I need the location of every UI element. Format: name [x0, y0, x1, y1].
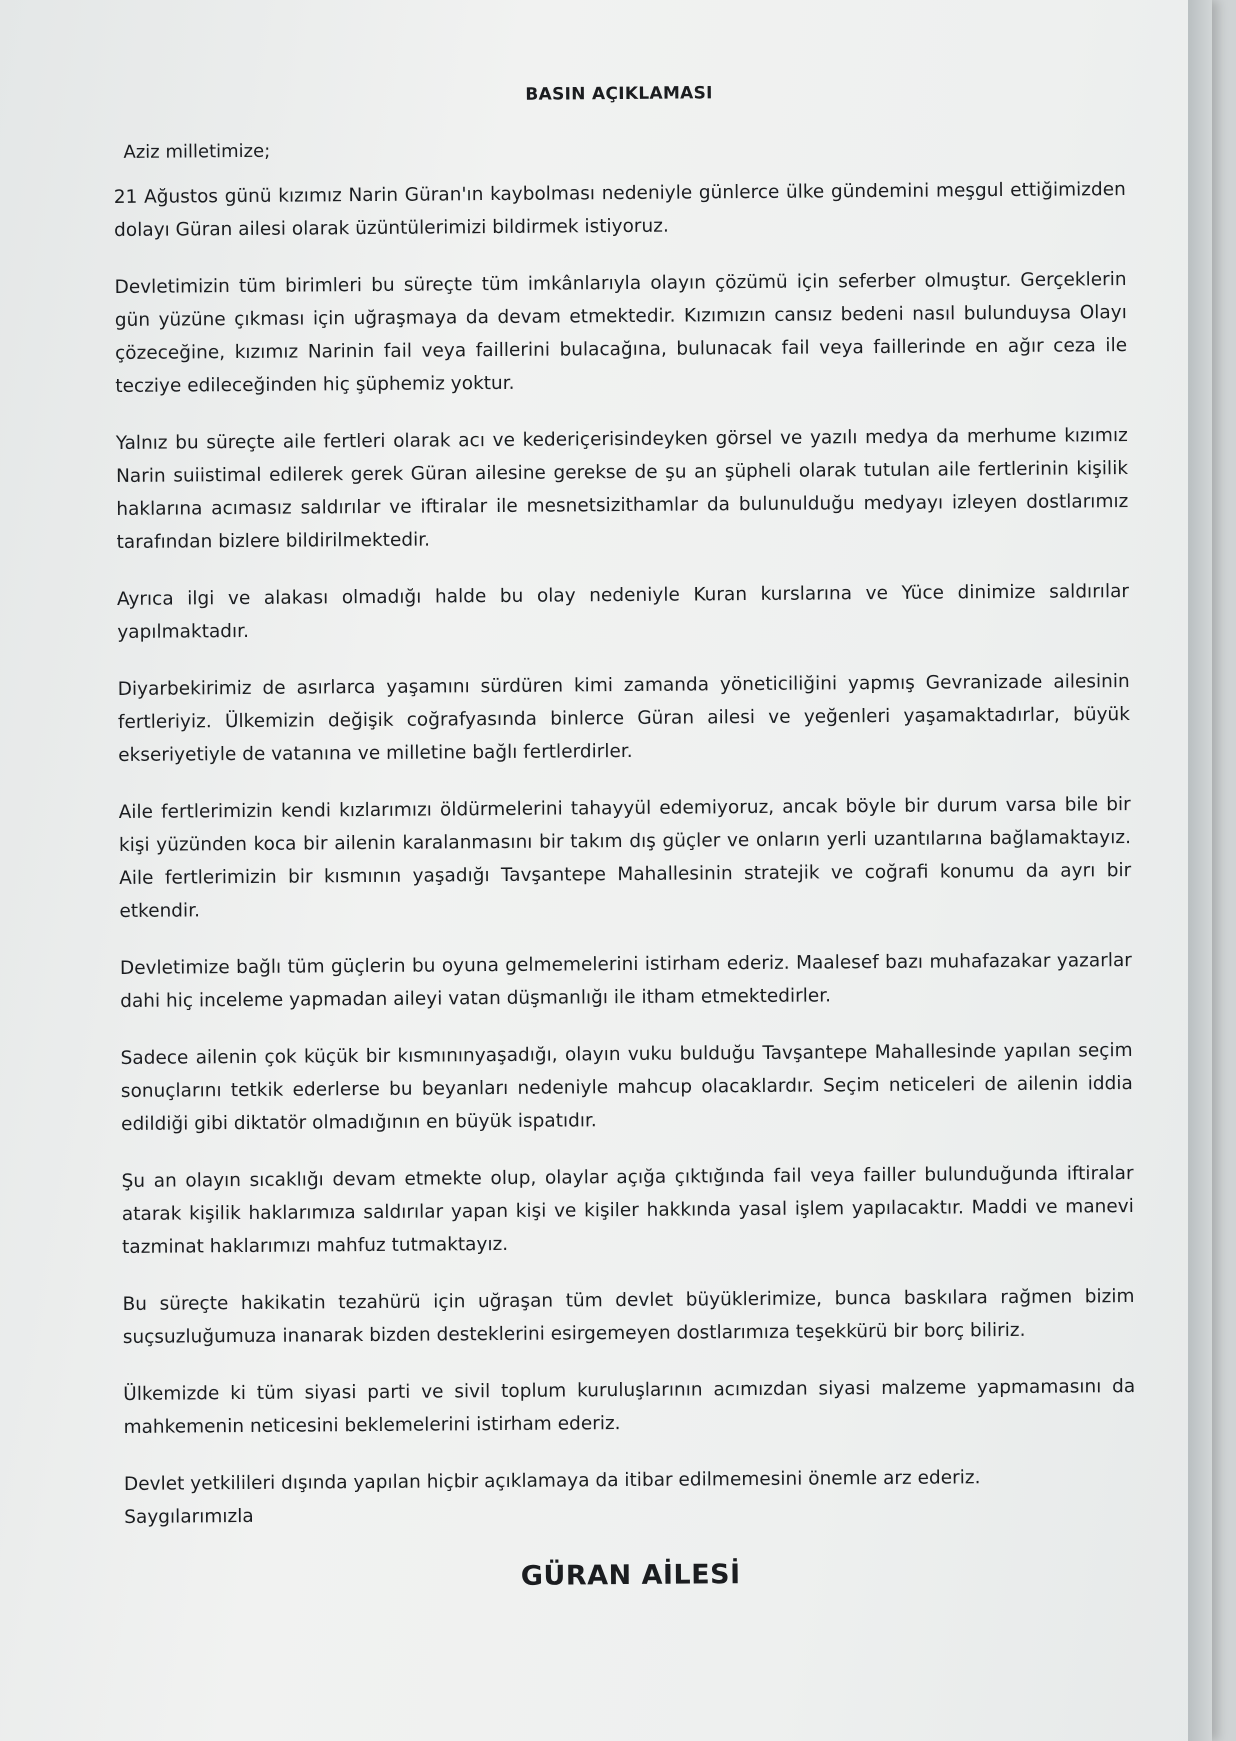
- document-title: BASIN AÇIKLAMASI: [525, 83, 713, 105]
- signature: GÜRAN AİLESİ: [520, 1559, 741, 1592]
- paragraph-11: Ülkemizde ki tüm siyasi parti ve sivil toplum kuruluşlarının acımızdan siyasi malzeme yapmamasını da mahkemenin neticesini beklemelerini istirham ederiz.: [123, 1376, 1136, 1438]
- press-release-body: [113, 80, 1137, 1595]
- paragraph-1: 21 Ağustos günü kızımız Narin Güran'ın kaybolması nedeniyle günlerce ülke gündemini meşgul ettiğimizden dolayı Güran ailesi olarak üzüntülerimizi bildirmek istiyoruz.: [113, 179, 1126, 241]
- paragraph-7: Devletimize bağlı tüm güçlerin bu oyuna gelmemelerini istirham ederiz. Maalesef bazı muhafazakar yazarlar dahi hiç inceleme yapmadan aileyi vatan düşmanlığı ile itham etmektedirler.: [119, 950, 1132, 1012]
- salutation: Aziz milletimize;: [123, 140, 271, 163]
- paper-edge-shadow: [1188, 0, 1212, 1741]
- regards-line: Saygılarımızla: [124, 1505, 254, 1528]
- paragraph-6: Aile fertlerimizin kendi kızlarımızı öldürmelerini tahayyül edemiyoruz, ancak böyle bir durum varsa bile bir kişi yüzünden koca bir ailenin karalanmasını bir takım dış güçler ve onların yerli uzantılarına bağlamaktayız. Aile fertlerimizin bir kısmının yaşadığı Tavşantepe Mahallesinin stratejik ve coğrafi konumu da ayrı bir etkendir.: [118, 794, 1132, 922]
- paragraph-8: Sadece ailenin çok küçük bir kısmınınyaşadığı, olayın vuku bulduğu Tavşantepe Mahallesinde yapılan seçim sonuçlarını tetkik ederlerse bu beyanları nedeniyle mahcup olacaklardır. Seçim neticeleri de ailenin iddia edildiği gibi diktatör olmadığının en büyük ispatıdır.: [120, 1040, 1133, 1135]
- closing-statement: Devlet yetkilileri dışında yapılan hiçbir açıklamaya da itibar edilmemesini önemle arz ederiz.: [123, 1467, 981, 1495]
- paragraph-5: Diyarbekirimiz de asırlarca yaşamını sürdüren kimi zamanda yöneticiliğini yapmış Gevranizade ailesinin fertleriyiz. Ülkemizin değişik coğrafyasında binlerce Güran ailesi ve yeğenleri yaşamaktadırlar, büyük ekseriyetiyle de vatanına ve milletine bağlı fertlerdirler.: [117, 671, 1131, 766]
- paragraph-3: Yalnız bu süreçte aile fertleri olarak acı ve kederiçerisindeyken görsel ve yazılı medya da merhume kızımız Narin suiistimal edilerek gerek Güran ailesine gerekse de şu an şüpheli olarak tutulan aile fertlerinin kişilik haklarına acımasız saldırılar ve iftiralar ile mesnetsizithamlar da bulunulduğu medyayı izleyen dostlarımız tarafından bizlere bildirilmektedir.: [115, 425, 1129, 553]
- paragraph-4: Ayrıca ilgi ve alakası olmadığı halde bu olay nedeniyle Kuran kurslarına ve Yüce dinimize saldırılar yapılmaktadır.: [116, 581, 1130, 643]
- paragraph-9: Şu an olayın sıcaklığı devam etmekte olup, olaylar açığa çıktığında fail veya failler bulunduğunda iftiralar atarak kişilik haklarımıza saldırılar yapan kişi ve kişiler hakkında yasal işlem yapılacaktır. Maddi ve manevi tazminat haklarımızı mahfuz tutmaktayız.: [121, 1163, 1134, 1258]
- paragraph-10: Bu süreçte hakikatin tezahürü için uğraşan tüm devlet büyüklerimize, bunca baskılara rağmen bizim suçsuzluğumuza inanarak bizden desteklerini esirgemeyen dostlarımıza teşekkürü bir borç biliriz.: [122, 1286, 1135, 1348]
- paragraph-2: Devletimizin tüm birimleri bu süreçte tüm imkânlarıyla olayın çözümü için seferber olmuştur. Gerçeklerin gün yüzüne çıkması için uğraşmaya da devam etmektedir. Kızımızın cansız bedeni nasıl bulunduysa Olayı çözeceğine, kızımız Narinin fail veya faillerini bulacağına, bulunacak fail veya faillerinde en ağır ceza ile tecziye edileceğinden hiç şüphemiz yoktur.: [114, 269, 1128, 397]
